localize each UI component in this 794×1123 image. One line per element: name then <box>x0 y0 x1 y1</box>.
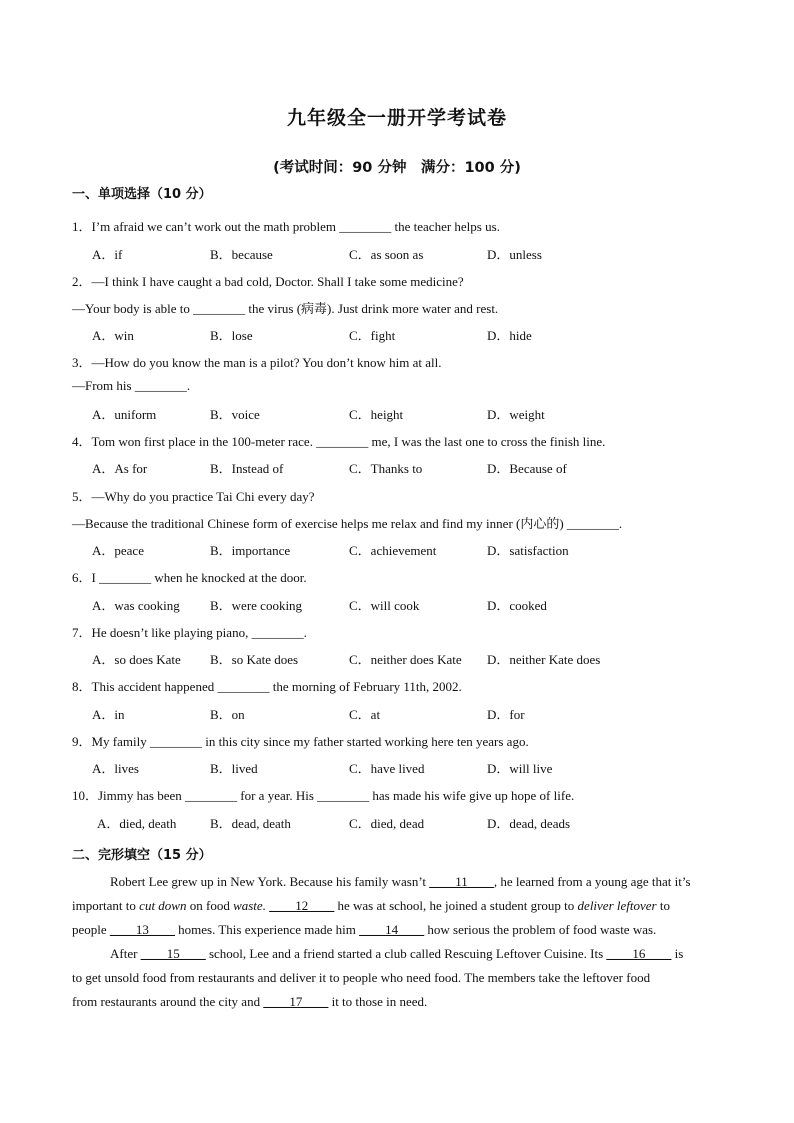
question-8-line-1: 8．This accident happened ________ the morning of February 11th, 2002. <box>72 679 462 694</box>
question-8-option-c[interactable]: C．at <box>349 707 381 722</box>
question-9-option-a[interactable]: A．lives <box>92 761 139 776</box>
blank-16[interactable]: ____16____ <box>606 946 672 961</box>
question-3-line-2: —From his ________. <box>72 378 191 393</box>
question-2-option-c[interactable]: C．fight <box>349 328 396 343</box>
question-3-option-a[interactable]: A．uniform <box>92 407 157 422</box>
question-2-line-2: —Your body is able to ________ the virus (病毒). Just drink more water and rest. <box>72 301 499 316</box>
passage-text: he was at school, he joined a student group to <box>334 898 578 913</box>
question-10-option-d[interactable]: D．dead, deads <box>487 816 571 831</box>
question-8-option-d[interactable]: D．for <box>487 707 525 722</box>
passage-text: from restaurants around the city and <box>72 994 264 1009</box>
blank-15[interactable]: ____15____ <box>140 946 206 961</box>
passage-line-3 <box>72 918 656 942</box>
question-10-option-c[interactable]: C．died, dead <box>349 816 425 831</box>
question-4-option-c[interactable]: C．Thanks to <box>349 461 423 476</box>
passage-text: , he learned from a young age that it’s <box>493 874 691 889</box>
question-2-option-b[interactable]: B．lose <box>210 328 253 343</box>
question-9-option-d[interactable]: D．will live <box>487 761 553 776</box>
passage-text: is <box>671 946 684 961</box>
question-1-option-c[interactable]: C．as soon as <box>349 247 424 262</box>
question-5-line-1: 5．—Why do you practice Tai Chi every day? <box>72 489 315 504</box>
passage-line-4 <box>110 942 683 966</box>
question-5-option-d[interactable]: D．satisfaction <box>487 543 569 558</box>
question-9-line-1: 9．My family ________ in this city since my father started working here ten years ago. <box>72 734 529 749</box>
passage-text: it to those in need. <box>328 994 428 1009</box>
question-1-option-a[interactable]: A．if <box>92 247 123 262</box>
passage-italic-phrase: deliver leftover <box>577 898 657 913</box>
section-2-heading: 二、完形填空（15 分） <box>72 848 212 863</box>
question-1-option-d[interactable]: D．unless <box>487 247 542 262</box>
passage-text: homes. This experience made him <box>174 922 360 937</box>
question-7-line-1: 7．He doesn’t like playing piano, ________. <box>72 625 307 640</box>
question-3-option-c[interactable]: C．height <box>349 407 404 422</box>
question-10-option-b[interactable]: B．dead, death <box>210 816 291 831</box>
question-2-option-a[interactable]: A．win <box>92 328 134 343</box>
exam-subtitle: (考试时间：90 分钟 满分：100 分) <box>273 160 521 176</box>
blank-12[interactable]: ____12____ <box>269 898 335 913</box>
question-7-option-a[interactable]: A．so does Kate <box>92 652 181 667</box>
question-5-option-c[interactable]: C．achievement <box>349 543 437 558</box>
section-1-heading: 一、单项选择（10 分） <box>72 187 212 202</box>
passage-text: Robert Lee grew up in New York. Because his family wasn’t <box>110 874 430 889</box>
cloze-passage <box>72 870 722 1020</box>
question-2-option-d[interactable]: D．hide <box>487 328 532 343</box>
question-3-option-b[interactable]: B．voice <box>210 407 260 422</box>
passage-text: to <box>656 898 670 913</box>
blank-13[interactable]: ____13____ <box>109 922 175 937</box>
question-6-option-c[interactable]: C．will cook <box>349 598 420 613</box>
question-4-option-a[interactable]: A．As for <box>92 461 148 476</box>
question-2-line-1: 2．—I think I have caught a bad cold, Doctor. Shall I take some medicine? <box>72 274 464 289</box>
question-7-option-b[interactable]: B．so Kate does <box>210 652 299 667</box>
passage-text: school, Lee and a friend started a club called Rescuing Leftover Cuisine. Its <box>205 946 607 961</box>
question-10-line-1: 10．Jimmy has been ________ for a year. His ________ has made his wife give up hope of life. <box>72 788 575 803</box>
passage-text: people <box>72 922 110 937</box>
exam-title: 九年级全一册开学考试卷 <box>286 107 507 129</box>
passage-text: to get unsold food from restaurants and deliver it to people who need food. The members take the leftover food <box>72 970 651 985</box>
passage-line-5 <box>72 966 650 990</box>
passage-line-6 <box>72 990 427 1014</box>
passage-text: After <box>110 946 141 961</box>
passage-line-2 <box>72 894 670 918</box>
passage-text: important to <box>72 898 140 913</box>
question-7-option-c[interactable]: C．neither does Kate <box>349 652 462 667</box>
blank-17[interactable]: ____17____ <box>263 994 329 1009</box>
question-5-option-b[interactable]: B．importance <box>210 543 291 558</box>
question-9-option-c[interactable]: C．have lived <box>349 761 425 776</box>
question-6-option-b[interactable]: B．were cooking <box>210 598 303 613</box>
question-4-option-b[interactable]: B．Instead of <box>210 461 284 476</box>
question-7-option-d[interactable]: D．neither Kate does <box>487 652 601 667</box>
question-4-option-d[interactable]: D．Because of <box>487 461 567 476</box>
question-6-option-d[interactable]: D．cooked <box>487 598 547 613</box>
blank-14[interactable]: ____14____ <box>359 922 425 937</box>
question-3-line-1: 3．—How do you know the man is a pilot? You don’t know him at all. <box>72 355 442 370</box>
question-1-option-b[interactable]: B．because <box>210 247 273 262</box>
question-6-line-1: 6．I ________ when he knocked at the door. <box>72 570 307 585</box>
question-5-option-a[interactable]: A．peace <box>92 543 144 558</box>
question-3-option-d[interactable]: D．weight <box>487 407 545 422</box>
passage-italic-phrase: waste. <box>233 898 266 913</box>
question-5-line-2: —Because the traditional Chinese form of exercise helps me relax and find my inner (内心的) ________. <box>72 516 623 531</box>
question-6-option-a[interactable]: A．was cooking <box>92 598 180 613</box>
passage-line-1 <box>110 870 691 894</box>
question-1-line-1: 1．I’m afraid we can’t work out the math problem ________ the teacher helps us. <box>72 219 500 234</box>
passage-italic-phrase: cut down <box>139 898 187 913</box>
passage-text: how serious the problem of food waste was. <box>424 922 657 937</box>
question-4-line-1: 4．Tom won first place in the 100-meter race. ________ me, I was the last one to cross the finish line. <box>72 434 606 449</box>
question-8-option-b[interactable]: B．on <box>210 707 245 722</box>
question-9-option-b[interactable]: B．lived <box>210 761 258 776</box>
question-10-option-a[interactable]: A．died, death <box>97 816 177 831</box>
blank-11[interactable]: ____11____ <box>429 874 494 889</box>
question-8-option-a[interactable]: A．in <box>92 707 125 722</box>
passage-text: on food <box>186 898 234 913</box>
